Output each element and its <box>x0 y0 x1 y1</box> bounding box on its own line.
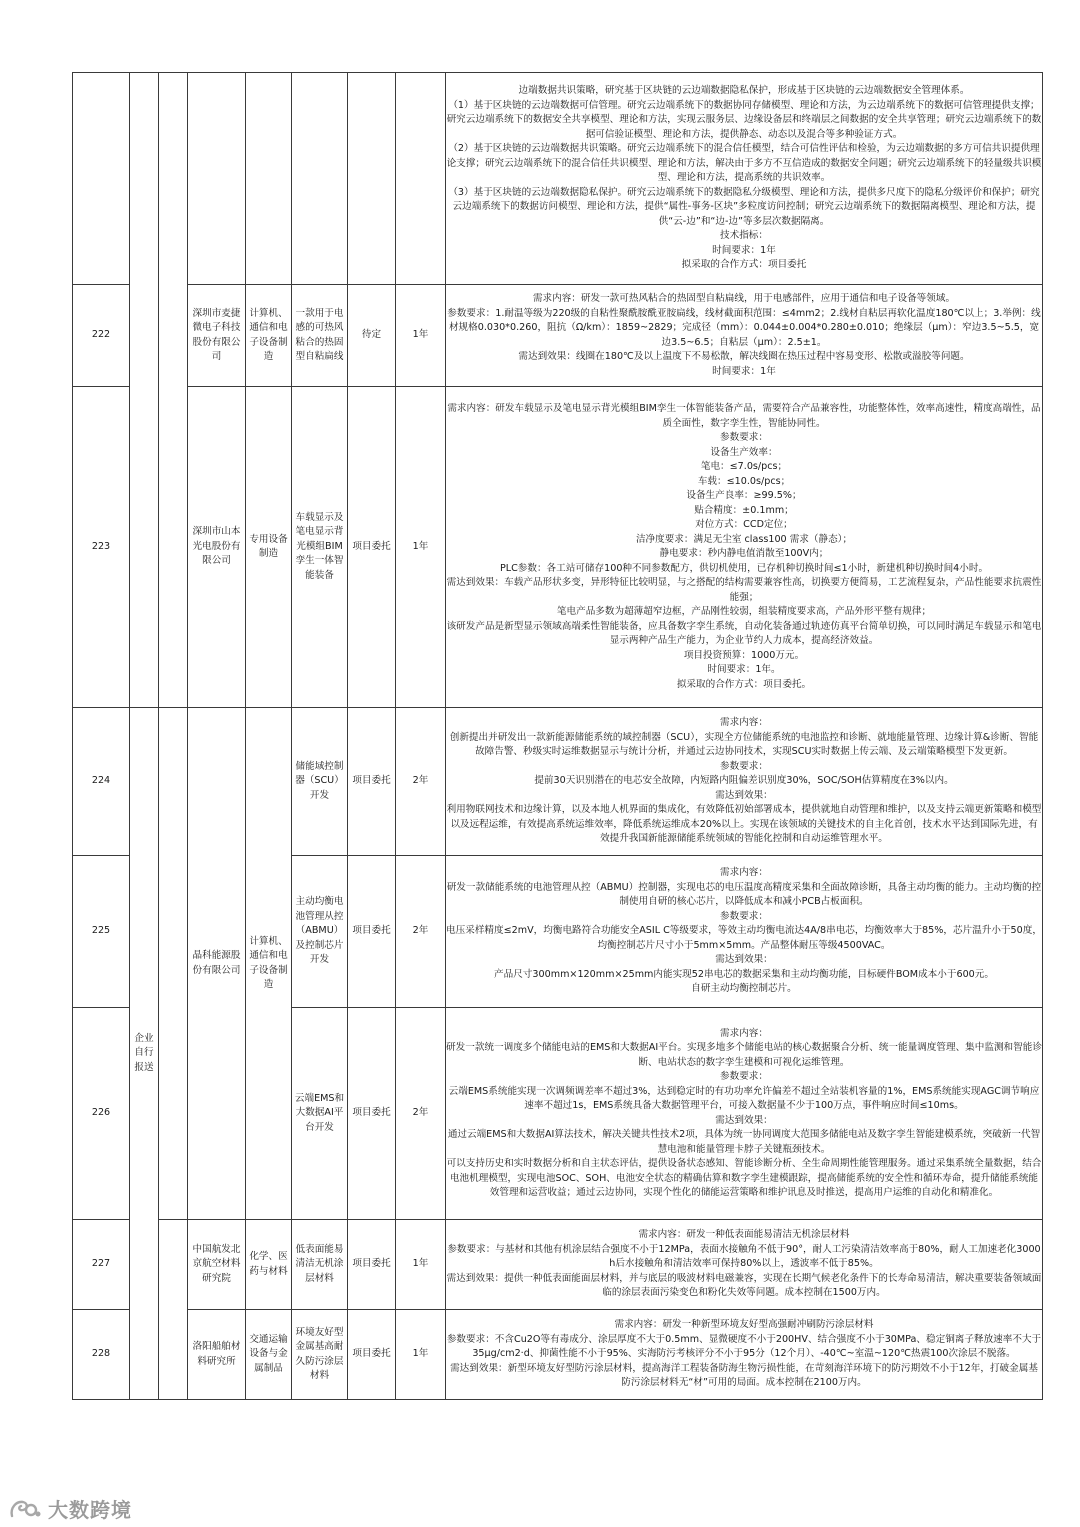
detail-line: 对位方式：CCD定位； <box>695 519 793 530</box>
company-cell <box>188 73 246 285</box>
row-number: 222 <box>73 285 130 387</box>
detail-line: （2）基于区块链的云边端数据共识策略。研究云边端系统下的混合信任模型，结合可信性评估和检验，为云边端数据的多方可信共识提供理论支撑；研究云边端系统下的混合信任共识模型、理论和方法，解决由于多方不互信造成的数据安全问题；研究云边端系统下的轻量级共识模型、理论和方法，提高系统的共识效率。 <box>446 143 1042 184</box>
subcategory-cell-upper <box>159 73 188 708</box>
period: 1年 <box>396 1220 446 1310</box>
detail-line: 需达到效果：提供一种低表面能面层材料，并与底层的吸波材料电磁兼容，实现在长期气候老化条件下的长寿命易清洁，解决重要装备领域面临的涂层表面污染变色和粉化失效等问题。成本控制在1500万内。 <box>446 1272 1042 1299</box>
project-name: 车载显示及笔电显示背光模组BIM孪生一体智能装备 <box>292 387 348 708</box>
cooperation-mode: 项目委托 <box>348 1220 396 1310</box>
detail-line: 车载：≤10.0s/pcs； <box>697 475 791 487</box>
project-name: 云端EMS和大数据AI平台开发 <box>292 1008 348 1220</box>
detail-line: 时间要求：1年。 <box>707 664 781 675</box>
industry: 专用设备制造 <box>246 387 292 708</box>
row-number: 226 <box>73 1008 130 1220</box>
period: 2年 <box>396 856 446 1008</box>
cooperation-mode: 项目委托 <box>348 856 396 1008</box>
detail-line: 利用物联网技术和边缘计算，以及本地人机界面的集成化，有效降低初始部署成本，提供就地自动管理和维护，以及支持云端更新策略和模型以及远程运维，有效提高系统运维效率，降低系统运维成本20%以上。实现在该领域的关键技术的自主化首创，技术水平达到国际先进，有效提升我国新能源储能系统领域的智能化控制和自动运维管理水平。 <box>446 804 1042 845</box>
detail-line: 需求内容：研发车载显示及笔电显示背光模组BIM孪生一体智能装备产品，需要符合产品兼容性，功能整体性，效率高速性，精度高端性，品质全面性，数字孪生性，智能协同性。 <box>447 403 1041 429</box>
detail-cell <box>446 285 1043 387</box>
detail-line: 参数要求： <box>720 432 768 443</box>
industry: 化学、医药与材料 <box>246 1220 292 1310</box>
detail-cell <box>446 856 1043 1008</box>
industry: 交通运输设备与金属制品 <box>246 1310 292 1400</box>
table-row <box>73 285 1043 387</box>
detail-line: 项目投资预算：1000万元。 <box>683 649 805 661</box>
detail-cell <box>446 73 1043 285</box>
detail-line: 需达到效果： <box>715 789 773 801</box>
company-name: 晶科能源股份有限公司 <box>188 708 246 1220</box>
detail-line: 云端EMS系统能实现一次调频调差率不超过3%，达到稳定时的有功功率允许偏差不超过全站装机容量的1%，EMS系统能实现AGC调节响应速率不超过1s，EMS系统具备大数据管理平台，可接入数据量不少于100万点，事件响应时间≤10ms。 <box>448 1085 1040 1111</box>
detail-line: 拟采取的合作方式：项目委托。 <box>676 678 812 690</box>
detail-line: 需达到效果： <box>715 954 773 966</box>
detail-line: 洁净度要求：满足无尘室 class100 需求（静态）； <box>635 533 853 545</box>
detail-line: 拟采取的合作方式：项目委托 <box>681 259 807 271</box>
subcategory-cell <box>159 708 188 1220</box>
detail-line: 需求内容： <box>720 867 768 879</box>
detail-line: 研发一款储能系统的电池管理从控（ABMU）控制器，实现电芯的电压温度高精度采集和全面故障诊断，具备主动均衡的能力。主动均衡的控制使用自研的核心芯片，以降低成本和减小PCB占板面积。 <box>446 881 1042 908</box>
detail-line: 技术指标： <box>720 230 768 242</box>
detail-line: 时间要求：1年 <box>712 365 776 377</box>
num-cell <box>73 73 130 285</box>
watermark-logo-icon <box>8 1498 42 1520</box>
detail-line: 笔电：≤7.0s/pcs； <box>700 461 788 472</box>
table-row <box>73 708 1043 856</box>
detail-line: 需求内容：研发一款可热风粘合的热固型自粘扁线，用于电感部件，应用于通信和电子设备等领域。 <box>532 293 956 304</box>
detail-cell <box>446 387 1043 708</box>
project-table <box>72 72 1043 1400</box>
detail-cell <box>446 708 1043 856</box>
project-name: 主动均衡电池管理从控（ABMU）及控制芯片开发 <box>292 856 348 1008</box>
watermark <box>8 1494 132 1523</box>
cooperation-mode: 项目委托 <box>348 708 396 856</box>
project-name: 环境友好型金属基高耐久防污涂层材料 <box>292 1310 348 1400</box>
company-name: 深圳市麦捷微电子科技股份有限公司 <box>188 285 246 387</box>
period: 1年 <box>396 387 446 708</box>
detail-line: 该研发产品是新型显示领域高端柔性智能装备，应具备数字孪生系统，自动化装备通过轨迹仿真平台简单切换，可以同时满足车载显示和笔电显示两种产品生产能力，为企业节约人力成本，提高经济效益。 <box>446 620 1042 646</box>
detail-line: 参数要求： <box>720 1071 768 1082</box>
detail-cell <box>446 1220 1043 1310</box>
mode-cell <box>348 73 396 285</box>
subcategory-cell-lower <box>159 1220 188 1400</box>
detail-line: 边端数据共识策略，研究基于区块链的云边端数据隐私保护，形成基于区块链的云边端数据安全管理体系。 <box>518 85 970 97</box>
detail-line: PLC参数：各工站可储存100种不同参数配方，供切机使用，已存机种切换时间≤1小时，新建机种切换时间4小时。 <box>499 562 989 574</box>
detail-line: 电压采样精度≤2mV，均衡电路符合功能安全ASIL C等级要求，等效主动均衡电流达4A/8串电芯，均衡效率大于85%，芯片温升小于50度，均衡控制芯片尺寸小于5mm×5mm。产品整体耐压等级4500VAC。 <box>446 925 1042 951</box>
period-cell <box>396 73 446 285</box>
table-row <box>73 387 1043 708</box>
row-number: 227 <box>73 1220 130 1310</box>
row-number: 225 <box>73 856 130 1008</box>
table-row <box>73 1220 1043 1310</box>
row-number: 224 <box>73 708 130 856</box>
detail-line: 需达到效果：新型环境友好型防污涂层材料，提高海洋工程装备防海生物污损性能，在苛刻海洋环境下的防污期效不小于12年，打破金属基防污涂层材料无“材”可用的局面。成本控制在2100万内。 <box>450 1362 1038 1389</box>
detail-line: 产品尺寸300mm×120mm×25mm内能实现52串电芯的数据采集和主动均衡功能，目标硬件BOM成本小于600元。 <box>494 968 994 980</box>
detail-line: 需求内容： <box>720 717 768 729</box>
detail-line: 通过云端EMS和大数据AI算法技术，解决关键共性技术2项，具体为统一协同调度大范围多储能电站及数字孪生智能建模系统，突破新一代智慧电池和能量管理卡脖子关键瓶颈技术。 <box>447 1129 1041 1155</box>
detail-line: （1）基于区块链的云边端数据可信管理。研究云边端系统下的数据协同存储模型、理论和方法，为云边端系统下的数据可信管理提供支撑；研究云边端系统下的数据安全共享模型、理论和方法，实现云服务层、边缘设备层和终端层之间数据的安全共享管理；研究云边端系统下的数据可信验证模型、理论和方法，提供静态、动态以及混合等多种验证方式。 <box>446 99 1042 140</box>
detail-cell <box>446 1310 1043 1400</box>
detail-line: 参数要求： <box>720 910 768 922</box>
detail-cell <box>446 1008 1043 1220</box>
project-name: 低表面能易清洁无机涂层材料 <box>292 1220 348 1310</box>
watermark-text: 大数跨境 <box>48 1498 132 1522</box>
detail-line: 需求内容：研发一种低表面能易清洁无机涂层材料 <box>638 1229 850 1241</box>
detail-line: 需达到效果：车载产品形状多变，异形特征比较明显，与之搭配的结构需要兼容性高，切换要方便简易，工艺流程复杂，产品性能要求抗震性能强； <box>446 577 1042 603</box>
detail-line: 研发一款统一调度多个储能电站的EMS和大数据AI平台。实现多地多个储能电站的核心数据聚合分析、统一能量调度管理、集中监测和智能诊断、电站状态的数字孪生建模和可视化运维管理。 <box>446 1042 1042 1068</box>
project-name: 一款用于电感的可热风粘合的热固型自粘扁线 <box>292 285 348 387</box>
cooperation-mode: 项目委托 <box>348 1310 396 1400</box>
detail-line: 需达到效果： <box>715 1114 773 1126</box>
detail-line: 静电要求：秒内静电值消散至100V内； <box>659 548 829 559</box>
detail-line: 时间要求：1年 <box>712 244 776 256</box>
detail-line: 参数要求： <box>720 760 768 772</box>
detail-line: 设备生产良率：≥99.5%； <box>686 490 802 501</box>
detail-line: 提前30天识别潜在的电芯安全故障，内短路内阻偏差识别度30%，SOC/SOH估算精度在3%以内。 <box>534 775 954 787</box>
detail-line: 创新提出并研发出一款新能源储能系统的域控制器（SCU），实现全方位储能系统的电池监控和诊断、就地能量管理、边缘计算&诊断、智能故障告警、秒级实时运维数据显示与统计分析，并通过云边协同技术，实现SCU实时数据上传云端、及云端策略模型下发更新。 <box>449 731 1039 758</box>
period: 2年 <box>396 708 446 856</box>
row-number: 223 <box>73 387 130 708</box>
detail-line: 可以支持历史和实时数据分析和自主状态评估，提供设备状态感知、智能诊断分析、全生命周期性能管理服务。通过采集系统全量数据，结合电池机理模型，实现电池SOC、SOH、电池安全状态的精确估算和数字孪生建模跟踪，提高储能系统的安全性和循环寿命，提升储能系统能效管理和运营收益；通过云边协同，实现个性化的储能运营策略和维护讯息及时推送，提高用户运维的自动化和精准化。 <box>446 1158 1042 1198</box>
detail-line: 自研主动均衡控制芯片。 <box>691 983 797 995</box>
period: 1年 <box>396 285 446 387</box>
detail-line: 笔电产品多数为超薄超窄边框，产品刚性较弱，组装精度要求高，产品外形平整有规律； <box>556 606 932 617</box>
company-name: 洛阳船舶材料研究所 <box>188 1310 246 1400</box>
detail-line: 贴合精度：±0.1mm； <box>694 504 794 516</box>
detail-line: 参数要求：与基材和其他有机涂层结合强度不小于12MPa，表面水接触角不低于90°，耐人工污染清洁效率高于80%，耐人工加速老化3000h后水接触角和清洁效率可保持80%以上，透波率不低于85%。 <box>447 1243 1041 1270</box>
period: 2年 <box>396 1008 446 1220</box>
project-cell <box>292 73 348 285</box>
cooperation-mode: 项目委托 <box>348 387 396 708</box>
cooperation-mode: 待定 <box>348 285 396 387</box>
industry: 计算机、通信和电子设备制造 <box>246 708 292 1220</box>
detail-line: 需求内容： <box>720 1027 768 1039</box>
detail-line: 需达到效果：线圈在180℃及以上温度下不易松散，解决线圈在热压过程中容易变形、松散或溢胶等问题。 <box>518 351 970 362</box>
table-row <box>73 1310 1043 1400</box>
row-number: 228 <box>73 1310 130 1400</box>
detail-line: 设备生产效率： <box>710 446 778 458</box>
company-name: 深圳市山本光电股份有限公司 <box>188 387 246 708</box>
cooperation-mode: 项目委托 <box>348 1008 396 1220</box>
category-cell-upper <box>130 73 159 708</box>
detail-line: 需求内容：研发一种新型环境友好型高强耐冲刷防污涂层材料 <box>614 1319 874 1331</box>
detail-line: 参数要求：1.耐温等级为220级的自粘性聚酰胺酰亚胺扁线，线材截面积范围：≤4mm2；2.线材自粘层再软化温度180℃以上；3.举例：线材规格0.030*0.260，阻抗（Ω/km）：1859~2829；完成径（mm）：0.044±0.004*0.280±0.010；绝缘层（μm）：窄边3.5~5.5，宽边3.5~6.5；自粘层（μm）：2.5±1。 <box>447 307 1041 348</box>
category-cell: 企业 自行 报送 <box>130 708 159 1400</box>
period: 1年 <box>396 1310 446 1400</box>
detail-line: 参数要求：不含Cu2O等有毒成分、涂层厚度不大于0.5mm、显微硬度不小于200HV、结合强度不小于30MPa、稳定铜离子释放速率不大于35μg/cm2·d、抑菌性能不小于95%、实海防污考核评分不小于95分（12个月）、-40℃~室温~120℃热震100次涂层不脱落。 <box>446 1333 1042 1360</box>
company-name: 中国航发北京航空材料研究院 <box>188 1220 246 1310</box>
detail-line: （3）基于区块链的云边端数据隐私保护。研究云边端系统下的数据隐私分级模型、理论和方法，提供多尺度下的隐私分级评价和保护；研究云边端系统下的数据访问模型、理论和方法，提供“属性-事务-区块”多粒度访问控制；研究云边端系统下的数据隔离模型、理论和方法，提供“云-边”和“边-边”等多层次数据隔离。 <box>448 186 1040 227</box>
project-name: 储能域控制器（SCU）开发 <box>292 708 348 856</box>
industry: 计算机、通信和电子设备制造 <box>246 285 292 387</box>
industry-cell <box>246 73 292 285</box>
table-row <box>73 73 1043 285</box>
